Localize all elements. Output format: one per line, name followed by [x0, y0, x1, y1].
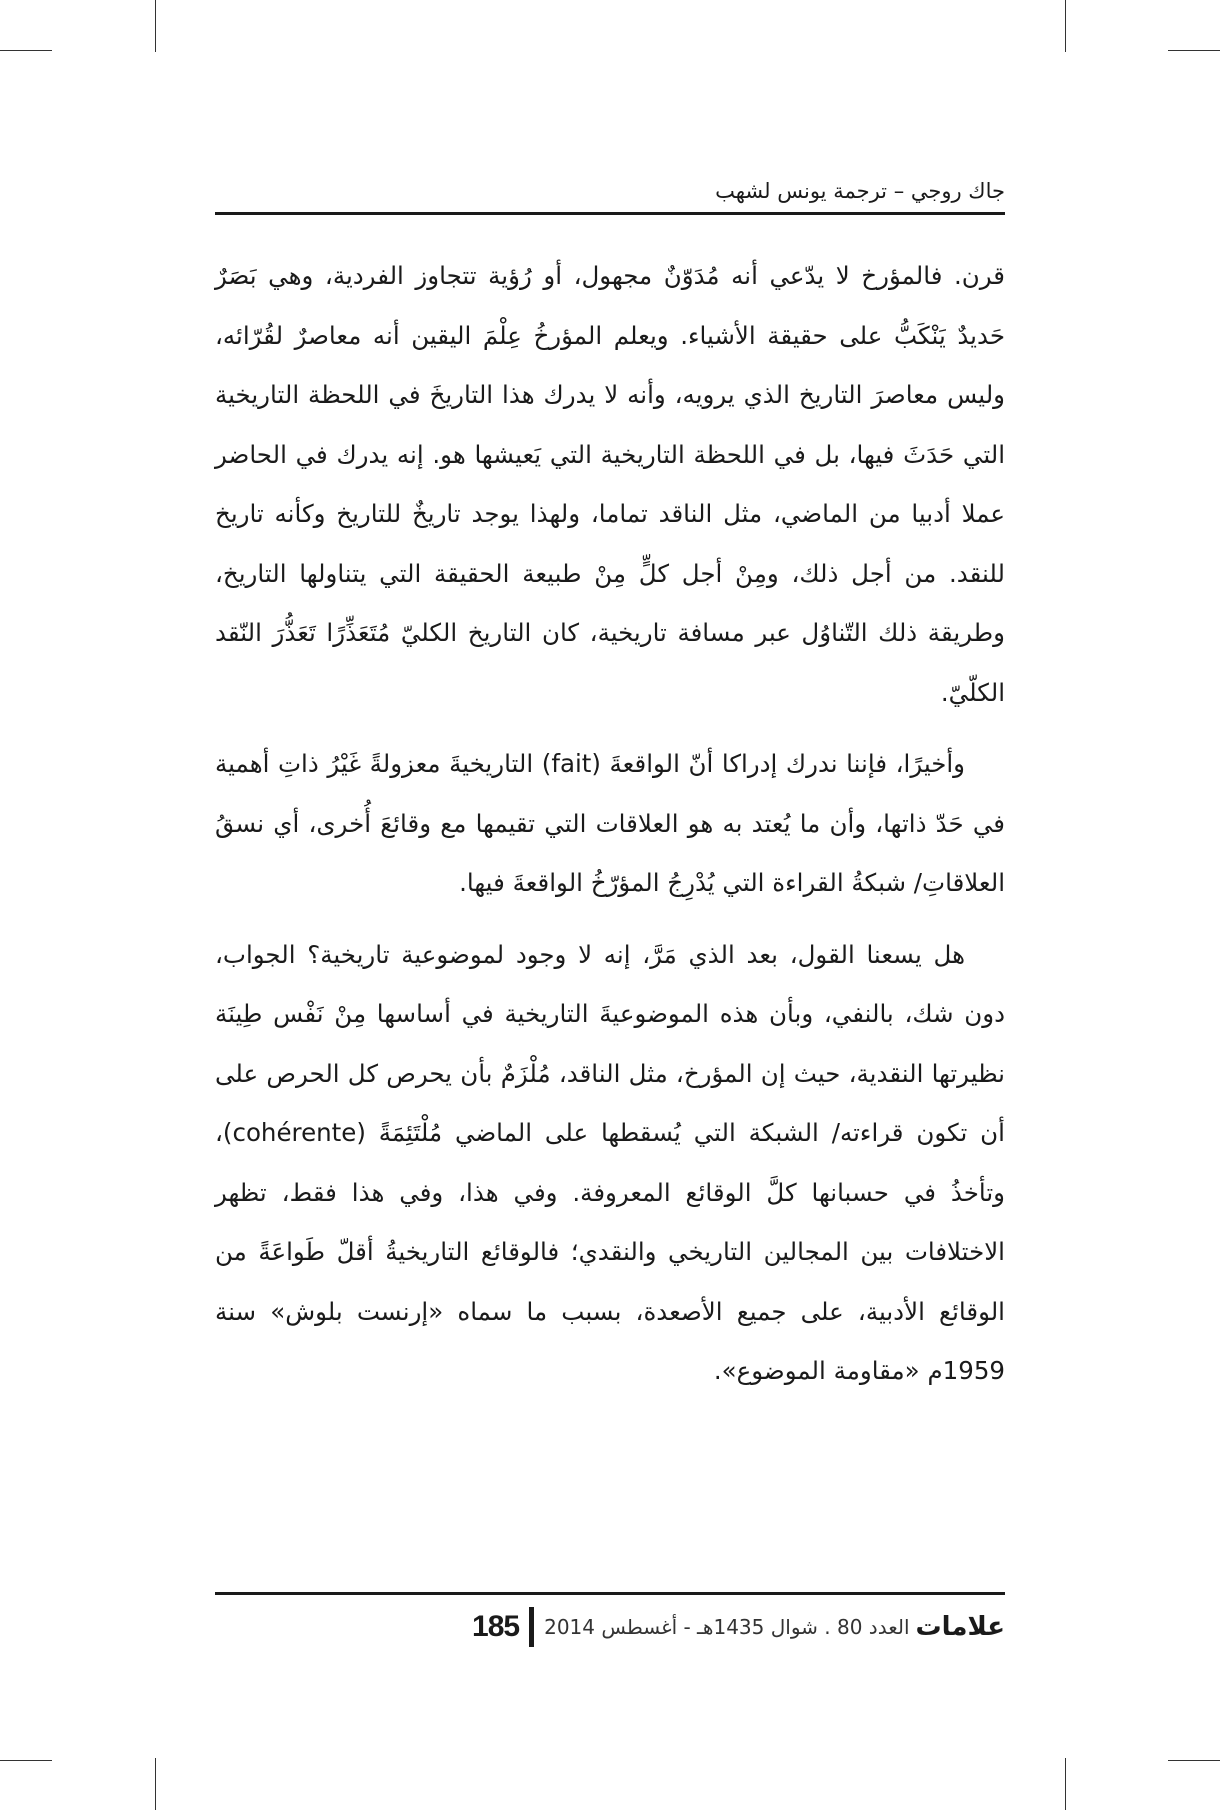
crop-mark	[0, 50, 52, 51]
crop-mark	[155, 1758, 156, 1810]
journal-logo: علامات	[915, 1612, 1005, 1642]
running-head: جاك روجي – ترجمة يونس لشهب	[715, 179, 1005, 203]
issue-info: العدد 80 . شوال 1435هـ - أغسطس 2014	[544, 1615, 910, 1639]
crop-mark	[1065, 0, 1066, 52]
page-number: 185	[472, 1610, 520, 1643]
body-text	[215, 246, 1005, 1401]
crop-mark	[1168, 1760, 1220, 1761]
page-footer	[215, 1604, 1005, 1650]
paragraph: وأخيرًا، فإننا ندرك إدراكا أنّ الواقعةَ (fait) التاريخيةَ معزولةً غَيْرُ ذاتِ أهمية في حَدّ ذاتها، وأن ما يُعتد به هو العلاقات التي تقيمها مع وقائعَ أُخرى، أي نسقُ العلاقاتِ/ شبكةُ القراءة التي يُدْرِجُ المؤرّخُ الواقعةَ فيها.	[215, 749, 1005, 897]
crop-mark	[1168, 50, 1220, 51]
crop-mark	[0, 1760, 52, 1761]
crop-mark	[1065, 1758, 1066, 1810]
paragraph: هل يسعنا القول، بعد الذي مَرَّ، إنه لا وجود لموضوعية تاريخية؟ الجواب، دون شك، بالنفي، وبأن هذه الموضوعيةَ التاريخية في أساسها مِنْ نَفْس طِينَة نظيرتها النقدية، حيث إن المؤرخ، مثل الناقد، مُلْزَمٌ بأن يحرص كل الحرص على أن تكون قراءته/ الشبكة التي يُسقطها على الماضي مُلْتَئِمَةً (cohérente)، وتأخذُ في حسبانها كلَّ الوقائع المعروفة. وفي هذا، وفي هذا فقط، تظهر الاختلافات بين المجالين التاريخي والنقدي؛ فالوقائع التاريخيةُ أقلّ طَواعَةً من الوقائع الأدبية، على جميع الأصعدة، بسبب ما سماه «إرنست بلوش» سنة 1959م «مقاومة الموضوع».	[215, 939, 1005, 1385]
crop-mark	[155, 0, 156, 52]
header-rule	[215, 212, 1005, 215]
footer-separator	[529, 1607, 534, 1647]
paragraph: قرن. فالمؤرخ لا يدّعي أنه مُدَوّنٌ مجهول، أو رُؤية تتجاوز الفردية، وهي بَصَرٌ حَديدٌ يَنْكَبُّ على حقيقة الأشياء. ويعلم المؤرخُ عِلْمَ اليقين أنه معاصرٌ لقُرّائه، وليس معاصرَ التاريخ الذي يرويه، وأنه لا يدرك هذا التاريخَ في اللحظة التاريخية التي حَدَثَ فيها، بل في اللحظة التاريخية التي يَعيشها هو. إنه يدرك في الحاضر عملا أدبيا من الماضي، مثل الناقد تماما، ولهذا يوجد تاريخٌ للتاريخ وكأنه تاريخ للنقد. من أجل ذلك، ومِنْ أجل كلٍّ مِنْ طبيعة الحقيقة التي يتناولها التاريخ، وطريقة ذلك التّناوُل عبر مسافة تاريخية، كان التاريخ الكليّ مُتَعَذِّرًا تَعَذُّرَ النّقد الكلّيّ.	[215, 261, 1005, 707]
footer-rule	[215, 1592, 1005, 1595]
